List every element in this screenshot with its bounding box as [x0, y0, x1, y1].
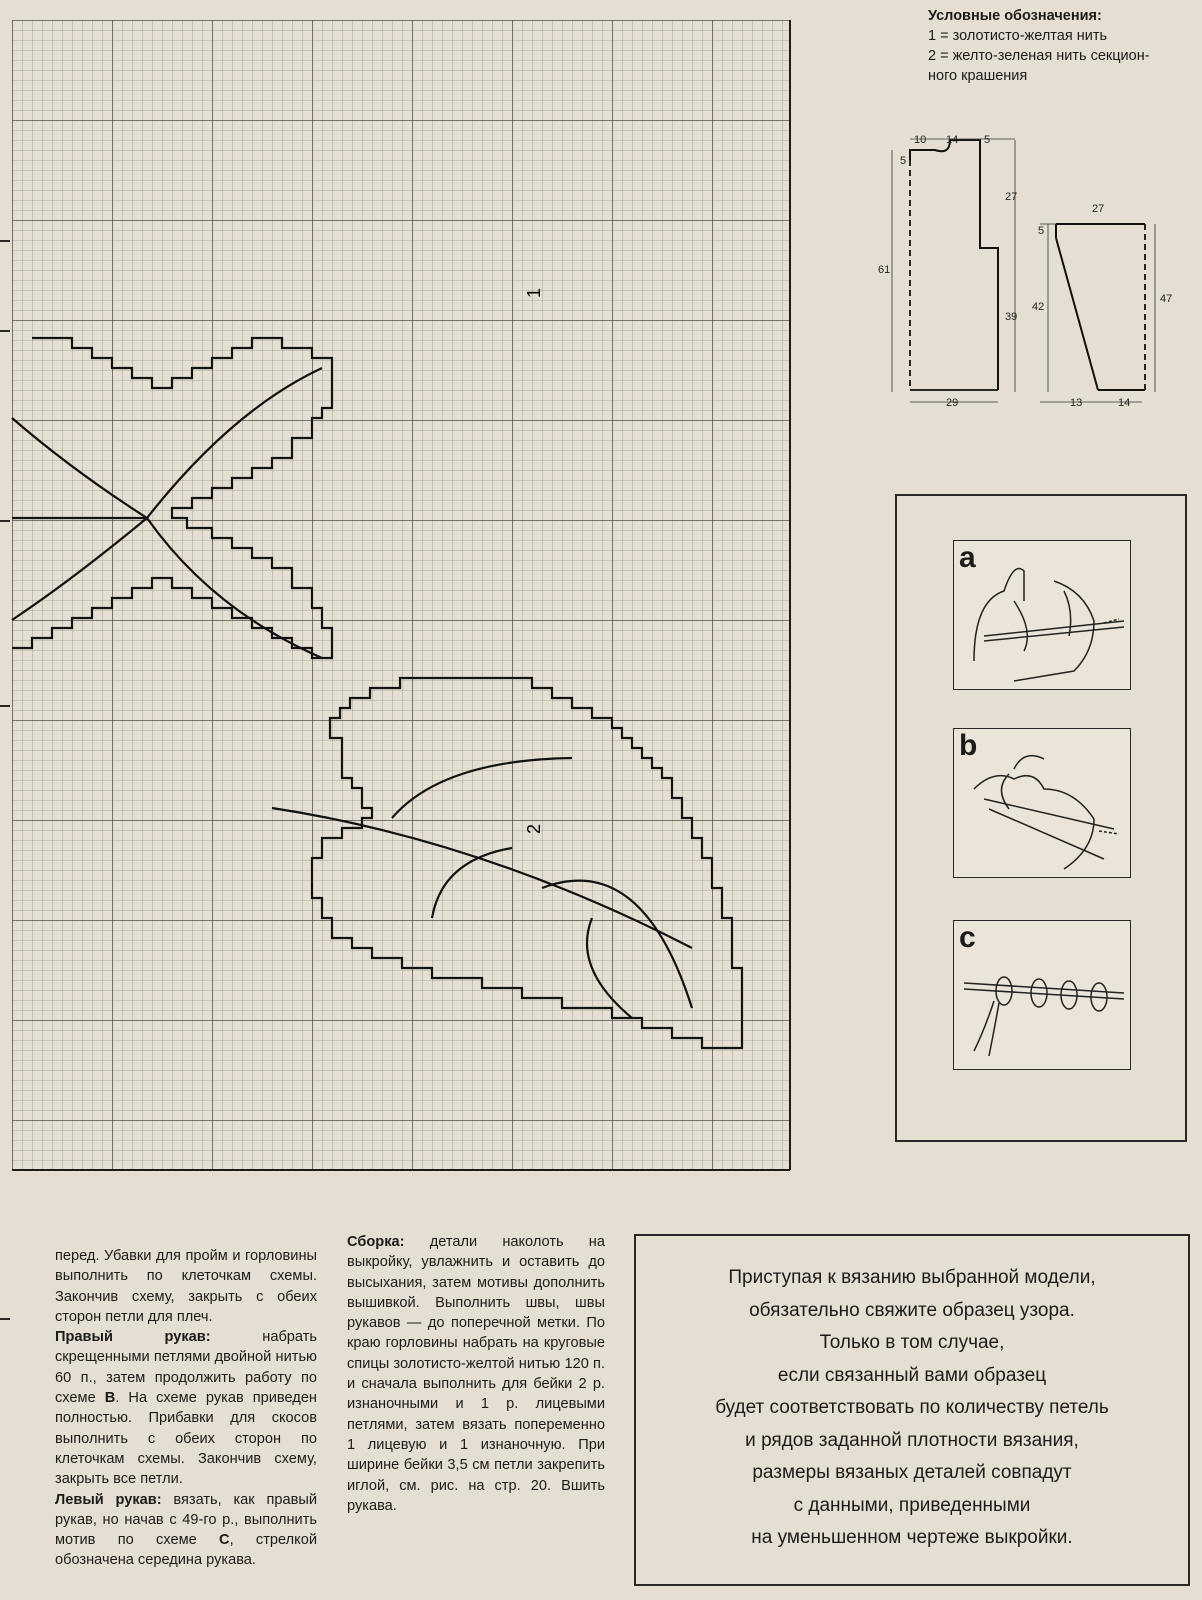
- notice-line: на уменьшенном чертеже выкройки.: [751, 1527, 1073, 1548]
- notice-line: и рядов заданной плотности вязания,: [745, 1429, 1079, 1451]
- legend-item: 1 = золотисто-желтая нить: [928, 28, 1108, 44]
- dim-sleeve-top-offset: 5: [1038, 225, 1045, 237]
- illustration-letter: b: [959, 729, 978, 762]
- left-sleeve-scheme: С: [219, 1532, 230, 1549]
- needle-loops-icon: [954, 921, 1130, 1069]
- margin-tick: [0, 240, 10, 242]
- notice-line: Только в том случае,: [819, 1332, 1005, 1353]
- dim-front-top-right: 5: [984, 134, 991, 146]
- notice-line: если связанный вами образец: [777, 1364, 1047, 1386]
- illustration-c: [953, 920, 1131, 1070]
- notice-line: будет соответствовать по количеству петель: [715, 1397, 1109, 1418]
- hand-needle-icon: [954, 541, 1130, 689]
- assembly-label: Сборка:: [347, 1234, 405, 1250]
- instructions-column-2: [347, 1232, 605, 1516]
- dim-sleeve-outer-height: 47: [1160, 293, 1173, 305]
- technique-illustrations: [895, 494, 1187, 1142]
- chart-label-1: 1: [524, 287, 544, 298]
- right-sleeve-text: набрать скрещенными петлями двойной нитью 60 п., затем продолжить работу по схеме: [55, 1329, 317, 1407]
- notice-line: Приступая к вязанию выбранной модели,: [728, 1267, 1096, 1288]
- legend-item: ного крашения: [928, 68, 1028, 84]
- left-sleeve-text-2: , стрелкой обозначена середина рукава.: [55, 1532, 317, 1569]
- dim-front-total-height: 61: [878, 264, 891, 276]
- instructions-front-text: перед. Убавки для пройм и горловины выполнить по клеточкам схемы. Закончив схему, закрыть с обеих сторон петли для плеч.: [55, 1248, 317, 1325]
- margin-tick: [0, 1318, 10, 1320]
- assembly-text: детали наколоть на выкройку, увлажнить и оставить до высыхания, затем мотивы дополнить вышивкой. Выполнить швы, швы рукавов — до поперечной метки. По краю горловины набрать на круговые спицы золотисто-желтой нитью 120 п. и сначала выполнить для бейки 2 р. изнаночными и 1 р. лицевыми петлями, затем вязать попеременно 1 лицевую и 1 изнаночную. При ширине бейки 3,5 см петли закрепить иглой, см. рис. на стр. 20. Вшить рукава.: [347, 1234, 605, 1514]
- right-sleeve-text-2: . На схеме рукав приведен полностью. Прибавки для скосов выполнить с обеих сторон по клеточкам схемы. Закончив схему, закрыть все петли.: [55, 1390, 317, 1488]
- illustration-a: [953, 540, 1131, 690]
- left-sleeve-label: Левый рукав:: [55, 1491, 162, 1508]
- schematic-drawing: [880, 130, 1190, 430]
- notice-line: с данными, приведенными: [793, 1494, 1031, 1516]
- dim-sleeve-bottom-right: 14: [1118, 397, 1131, 409]
- dim-sleeve-bottom-left: 13: [1070, 397, 1083, 409]
- margin-tick: [0, 705, 10, 707]
- knitting-chart: [12, 20, 802, 1190]
- dim-front-neck-depth: 5: [900, 155, 907, 167]
- right-sleeve-label: Правый рукав:: [55, 1329, 211, 1346]
- dim-front-top-mid: 14: [946, 134, 959, 146]
- dim-front-upper-height: 27: [1005, 191, 1018, 203]
- right-sleeve-scheme: В: [104, 1390, 116, 1407]
- pattern-schematic: [880, 130, 1190, 430]
- margin-tick: [0, 330, 10, 332]
- dim-sleeve-inner-height: 42: [1032, 301, 1045, 313]
- legend: [928, 6, 1178, 86]
- legend-item: 2 = желто-зеленая нить секцион-: [928, 48, 1150, 64]
- illustration-b: [953, 728, 1131, 878]
- chart-label-2: 2: [524, 823, 544, 834]
- notice-line: обязательно свяжите образец узора.: [749, 1299, 1075, 1321]
- left-sleeve-text: вязать, как правый рукав, но начав с 49-го р., выполнить мотив по схеме: [55, 1491, 317, 1549]
- illustration-letter: c: [959, 921, 976, 954]
- dim-front-top-left: 10: [914, 134, 927, 146]
- illustration-letter: a: [959, 541, 976, 574]
- knitting-chart-grid: [12, 20, 802, 1190]
- instructions-column-1: [55, 1246, 317, 1571]
- notice-line: размеры вязаных деталей совпадут: [752, 1462, 1072, 1483]
- dim-front-width: 29: [946, 397, 959, 409]
- dim-sleeve-top-width: 27: [1092, 203, 1105, 215]
- hand-needle-icon: [954, 729, 1130, 877]
- dim-front-lower-height: 39: [1005, 311, 1018, 323]
- margin-tick: [0, 520, 10, 522]
- legend-title: Условные обозначения:: [928, 8, 1102, 24]
- gauge-notice-box: [634, 1234, 1190, 1586]
